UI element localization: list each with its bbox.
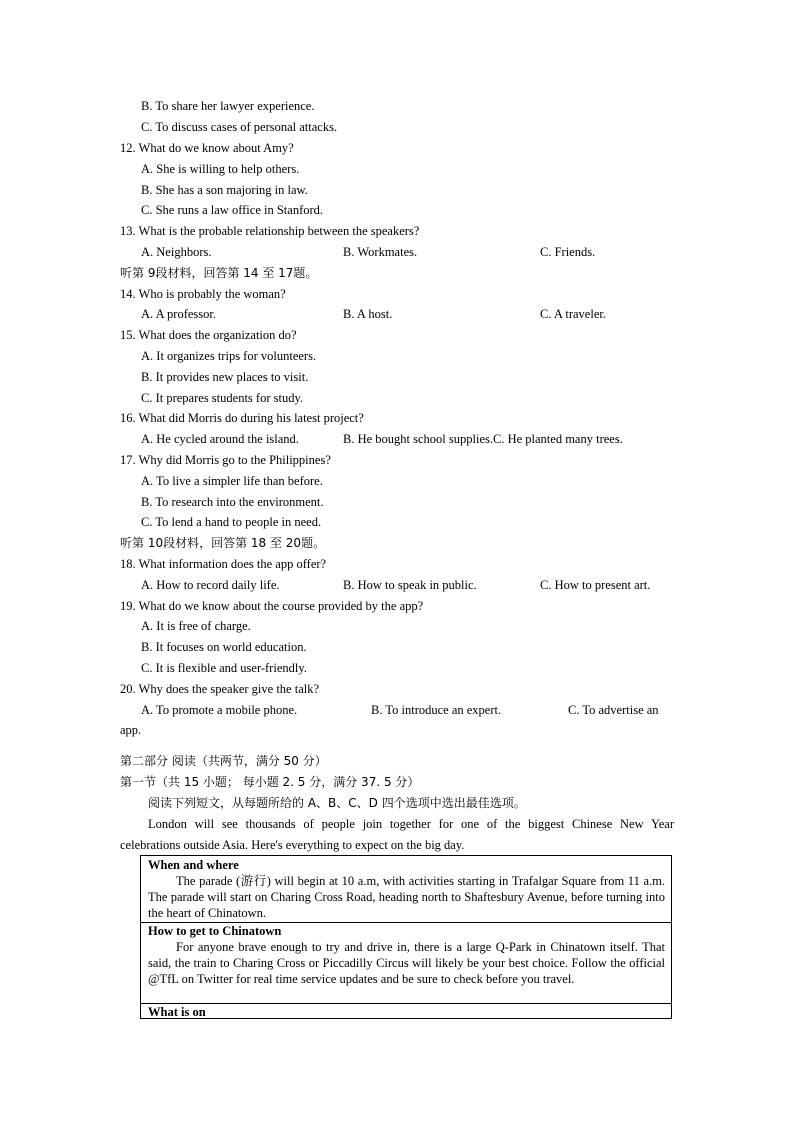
q12-option-a: A. She is willing to help others. [141, 162, 300, 176]
q14-option-a: A. A professor. [141, 307, 216, 321]
q14-stem: 14. Who is probably the woman? [120, 287, 286, 301]
section-10-instruction: 听第 10段材料，回答第 18 至 20题。 [120, 536, 326, 550]
q13-option-c: C. Friends. [540, 245, 596, 259]
q15-option-b: B. It provides new places to visit. [141, 370, 309, 384]
table-heading-what-is-on: What is on [148, 1005, 206, 1019]
table-text-getting-there [148, 939, 665, 987]
table-heading-getting-there: How to get to Chinatown [148, 924, 282, 938]
q16-stem: 16. What did Morris do during his latest project? [120, 411, 364, 425]
reading-instruction: 阅读下列短文，从每题所给的 A、B、C、D 四个选项中选出最佳选项。 [148, 796, 526, 810]
q20-stem: 20. Why does the speaker give the talk? [120, 682, 320, 696]
table-text-getting-there-content: For anyone brave enough to try and drive in, there is a large Q-Park in Chinatown itself. That said, the train to Charing Cross or Piccadilly Circus will likely be your best choice. Follow the official @TfL on Twitter for real time service updates and be sure to check before you travel. [148, 940, 665, 986]
q17-option-a: A. To live a simpler life than before. [141, 474, 323, 488]
q19-stem: 19. What do we know about the course provided by the app? [120, 599, 424, 613]
q16-option-a: A. He cycled around the island. [141, 432, 299, 446]
q12-option-b: B. She has a son majoring in law. [141, 183, 308, 197]
q12-stem: 12. What do we know about Amy? [120, 141, 294, 155]
table-text-when-where-content: The parade (游行) will begin at 10 a.m, with activities starting in Trafalgar Square from 11 a.m. The parade will start on Charing Cross Road, heading north to Shaftesbury Avenue, before turning into the heart of Chinatown. [148, 874, 665, 920]
q19-option-a: A. It is free of charge. [141, 619, 251, 633]
q17-stem: 17. Why did Morris go to the Philippines? [120, 453, 331, 467]
q16-option-bc: B. He bought school supplies.C. He planted many trees. [343, 432, 623, 446]
part-2-title: 第二部分 阅读（共两节，满分 50 分） [120, 754, 327, 768]
q17-option-c: C. To lend a hand to people in need. [141, 515, 322, 529]
info-table [140, 855, 672, 1019]
q20-option-c-continued: app. [120, 723, 142, 737]
q11-option-b: B. To share her lawyer experience. [141, 99, 315, 113]
passage-intro-line-1: London will see thousands of people join together for one of the biggest Chinese New Year [148, 817, 674, 831]
q13-option-a: A. Neighbors. [141, 245, 212, 259]
section-9-instruction: 听第 9段材料，回答第 14 至 17题。 [120, 266, 318, 280]
q20-option-c: C. To advertise an [568, 703, 659, 717]
q20-option-b: B. To introduce an expert. [371, 703, 502, 717]
q18-option-a: A. How to record daily life. [141, 578, 280, 592]
q19-option-b: B. It focuses on world education. [141, 640, 307, 654]
q13-option-b: B. Workmates. [343, 245, 418, 259]
q17-option-b: B. To research into the environment. [141, 495, 324, 509]
q15-stem: 15. What does the organization do? [120, 328, 297, 342]
q19-option-c: C. It is flexible and user-friendly. [141, 661, 307, 675]
q11-option-c: C. To discuss cases of personal attacks. [141, 120, 338, 134]
table-text-when-where [148, 873, 665, 921]
q18-stem: 18. What information does the app offer? [120, 557, 327, 571]
q20-option-a: A. To promote a mobile phone. [141, 703, 298, 717]
q15-option-c: C. It prepares students for study. [141, 391, 304, 405]
q13-stem: 13. What is the probable relationship between the speakers? [120, 224, 420, 238]
q14-option-c: C. A traveler. [540, 307, 606, 321]
q18-option-c: C. How to present art. [540, 578, 651, 592]
q12-option-c: C. She runs a law office in Stanford. [141, 203, 324, 217]
q15-option-a: A. It organizes trips for volunteers. [141, 349, 317, 363]
part-2-section-1: 第一节（共 15 小题； 每小题 2. 5 分，满分 37. 5 分） [120, 775, 420, 789]
q14-option-b: B. A host. [343, 307, 393, 321]
table-heading-when-where: When and where [148, 858, 239, 872]
q18-option-b: B. How to speak in public. [343, 578, 477, 592]
passage-intro-line-2: celebrations outside Asia. Here's everything to expect on the big day. [120, 838, 465, 852]
